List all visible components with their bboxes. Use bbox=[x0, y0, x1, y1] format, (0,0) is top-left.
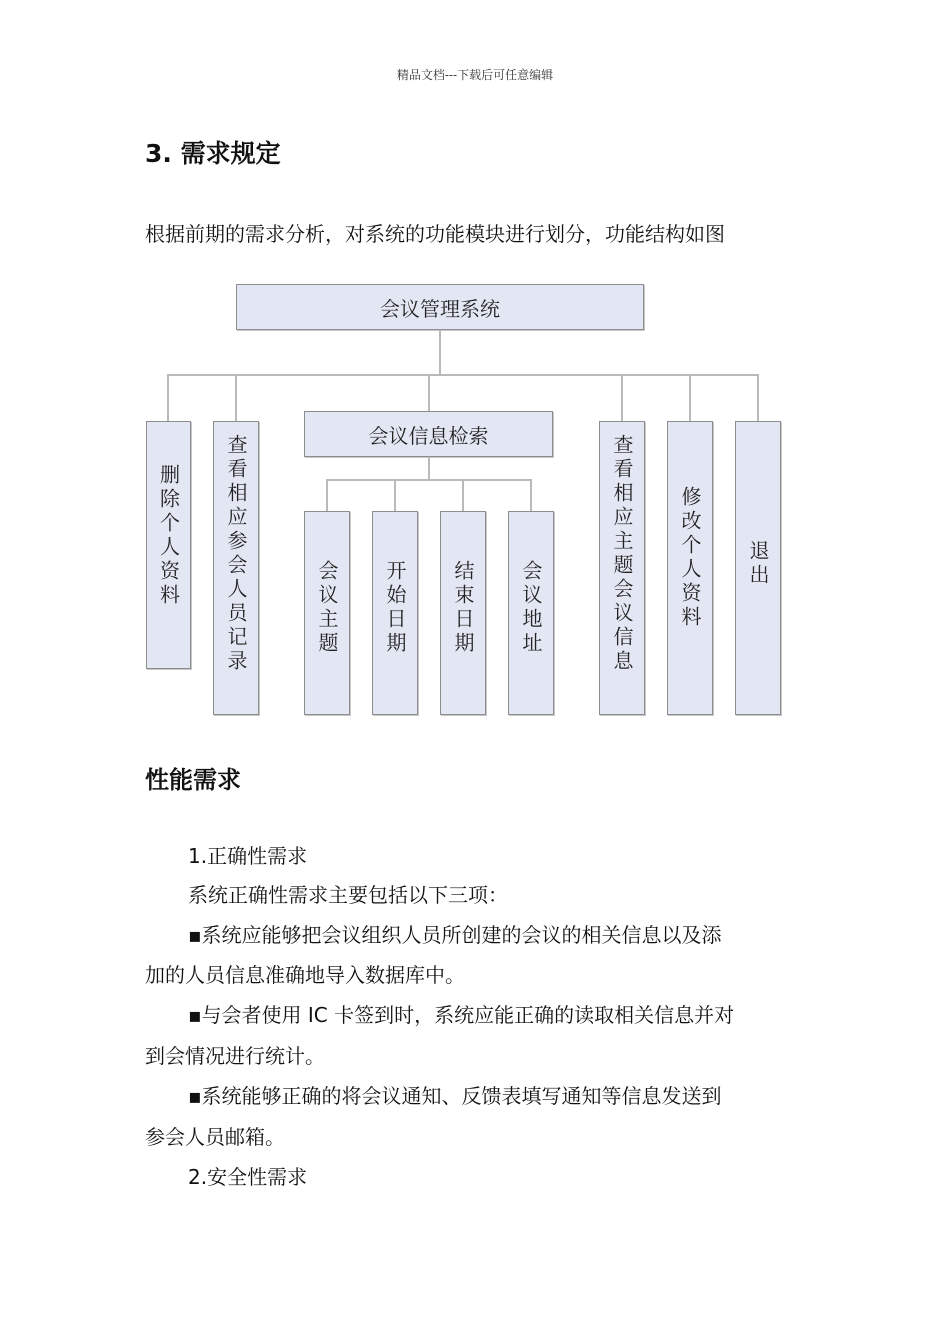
node-view-attendees bbox=[213, 421, 259, 715]
connector-right-2 bbox=[689, 374, 691, 421]
item1-intro: 系统正确性需求主要包括以下三项： bbox=[188, 883, 508, 907]
bullet2-line1: ▪与会者使用 IC 卡签到时，系统应能正确的读取相关信息并对 bbox=[188, 1003, 735, 1027]
bullet2-line2: 到会情况进行统计。 bbox=[145, 1044, 325, 1068]
connector-sub-3 bbox=[462, 479, 464, 512]
bullet3-line1: ▪系统能够正确的将会议通知、反馈表填写通知等信息发送到 bbox=[188, 1084, 722, 1108]
node-start-date-label: 开始日期 bbox=[383, 560, 407, 656]
node-delete-profile-label: 删除个人资料 bbox=[156, 464, 181, 608]
connector-left-1 bbox=[167, 374, 169, 421]
node-delete-profile bbox=[146, 421, 191, 669]
bullet3-line2: 参会人员邮箱。 bbox=[145, 1125, 285, 1149]
section-heading: 3. 需求规定 bbox=[145, 139, 281, 168]
root-connector bbox=[439, 330, 441, 376]
node-search-label: 会议信息检索 bbox=[368, 423, 489, 448]
node-meeting-topic-label: 会议主题 bbox=[315, 560, 339, 656]
node-meeting-address bbox=[508, 511, 554, 715]
node-exit bbox=[735, 421, 781, 715]
node-end-date-label: 结束日期 bbox=[451, 560, 475, 656]
page-watermark: 精品文档---下载后可任意编辑 bbox=[396, 68, 554, 82]
connector-left-2 bbox=[235, 374, 237, 421]
node-view-topic-meetings-label: 查看相应主题会议信息 bbox=[610, 434, 634, 674]
node-edit-profile bbox=[667, 421, 713, 715]
node-start-date bbox=[372, 511, 418, 715]
top-bus-line bbox=[167, 374, 758, 376]
connector-right-3 bbox=[757, 374, 759, 421]
node-edit-profile-label: 修改个人资料 bbox=[678, 486, 702, 630]
performance-heading: 性能需求 bbox=[145, 766, 241, 794]
node-root bbox=[236, 284, 644, 330]
search-connector bbox=[428, 457, 430, 480]
node-view-attendees-label: 查看相应参会人员记录 bbox=[224, 434, 248, 674]
item2-title: 2.安全性需求 bbox=[188, 1165, 308, 1189]
sub-bus-line bbox=[326, 479, 532, 481]
node-exit-label: 退出 bbox=[746, 540, 770, 588]
node-view-topic-meetings bbox=[599, 421, 645, 715]
connector-right-1 bbox=[621, 374, 623, 421]
node-meeting-topic bbox=[304, 511, 350, 715]
bullet1-line1: ▪系统应能够把会议组织人员所创建的会议的相关信息以及添 bbox=[188, 923, 722, 947]
node-search bbox=[304, 411, 553, 457]
connector-sub-4 bbox=[530, 479, 532, 512]
node-root-label: 会议管理系统 bbox=[380, 296, 500, 321]
node-meeting-address-label: 会议地址 bbox=[519, 560, 543, 656]
item1-title: 1.正确性需求 bbox=[188, 844, 308, 868]
connector-sub-1 bbox=[326, 479, 328, 512]
connector-sub-2 bbox=[394, 479, 396, 512]
node-end-date bbox=[440, 511, 486, 715]
bullet1-line2: 加的人员信息准确地导入数据库中。 bbox=[145, 963, 465, 987]
connector-search bbox=[428, 374, 430, 411]
intro-paragraph: 根据前期的需求分析，对系统的功能模块进行划分，功能结构如图 bbox=[145, 222, 725, 246]
